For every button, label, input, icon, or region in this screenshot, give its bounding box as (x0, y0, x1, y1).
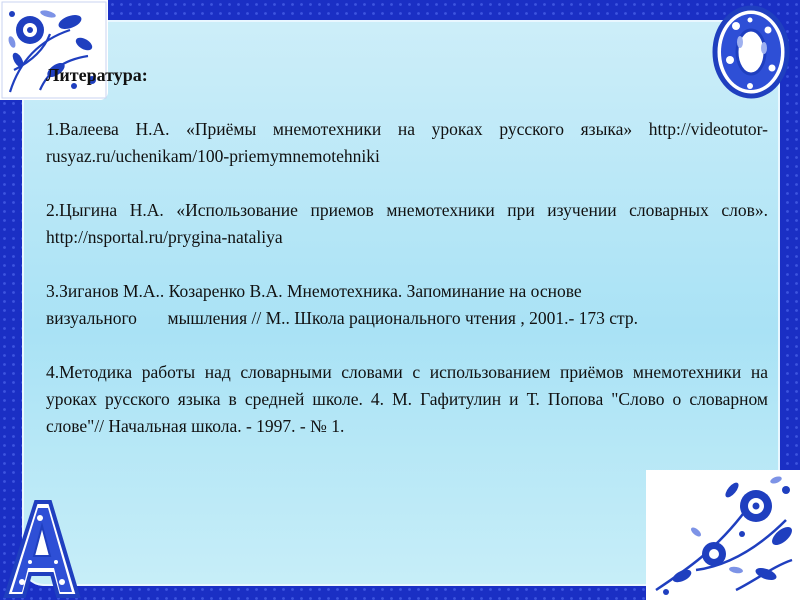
references-text-block (46, 62, 768, 467)
reference-item-3-line-1: 3.Зиганов М.А.. Козаренко В.А. Мнемотехника. Запоминание на основе (46, 281, 582, 301)
reference-item-3 (46, 278, 768, 332)
gzhel-floral-ornament-icon (646, 470, 800, 600)
gzhel-letter-a-icon (0, 496, 82, 600)
reference-item-2: 2.Цыгина Н.А. «Использование приемов мнемотехники при изучении словарных слов». http://nsportal.ru/prygina-nataliya (46, 200, 768, 247)
reference-item-1: 1.Валеева Н.А. «Приёмы мнемотехники на уроках русского языка» http://videotutor-rusyaz.ru/uchenikam/100-priemymnemotehniki (46, 119, 768, 166)
references-heading: Литература: (46, 65, 148, 85)
reference-item-3-line-2: визуального мышления // М.. Школа рационального чтения , 2001.- 173 стр. (46, 308, 639, 328)
reference-item-4: 4.Методика работы над словарными словами с использованием приёмов мнемотехники на уроках русского языка в средней школе. 4. М. Гафитулин и Т. Попова "Слово о словарном слове"// Начальная школа. - 1997. - № 1. (46, 362, 768, 436)
